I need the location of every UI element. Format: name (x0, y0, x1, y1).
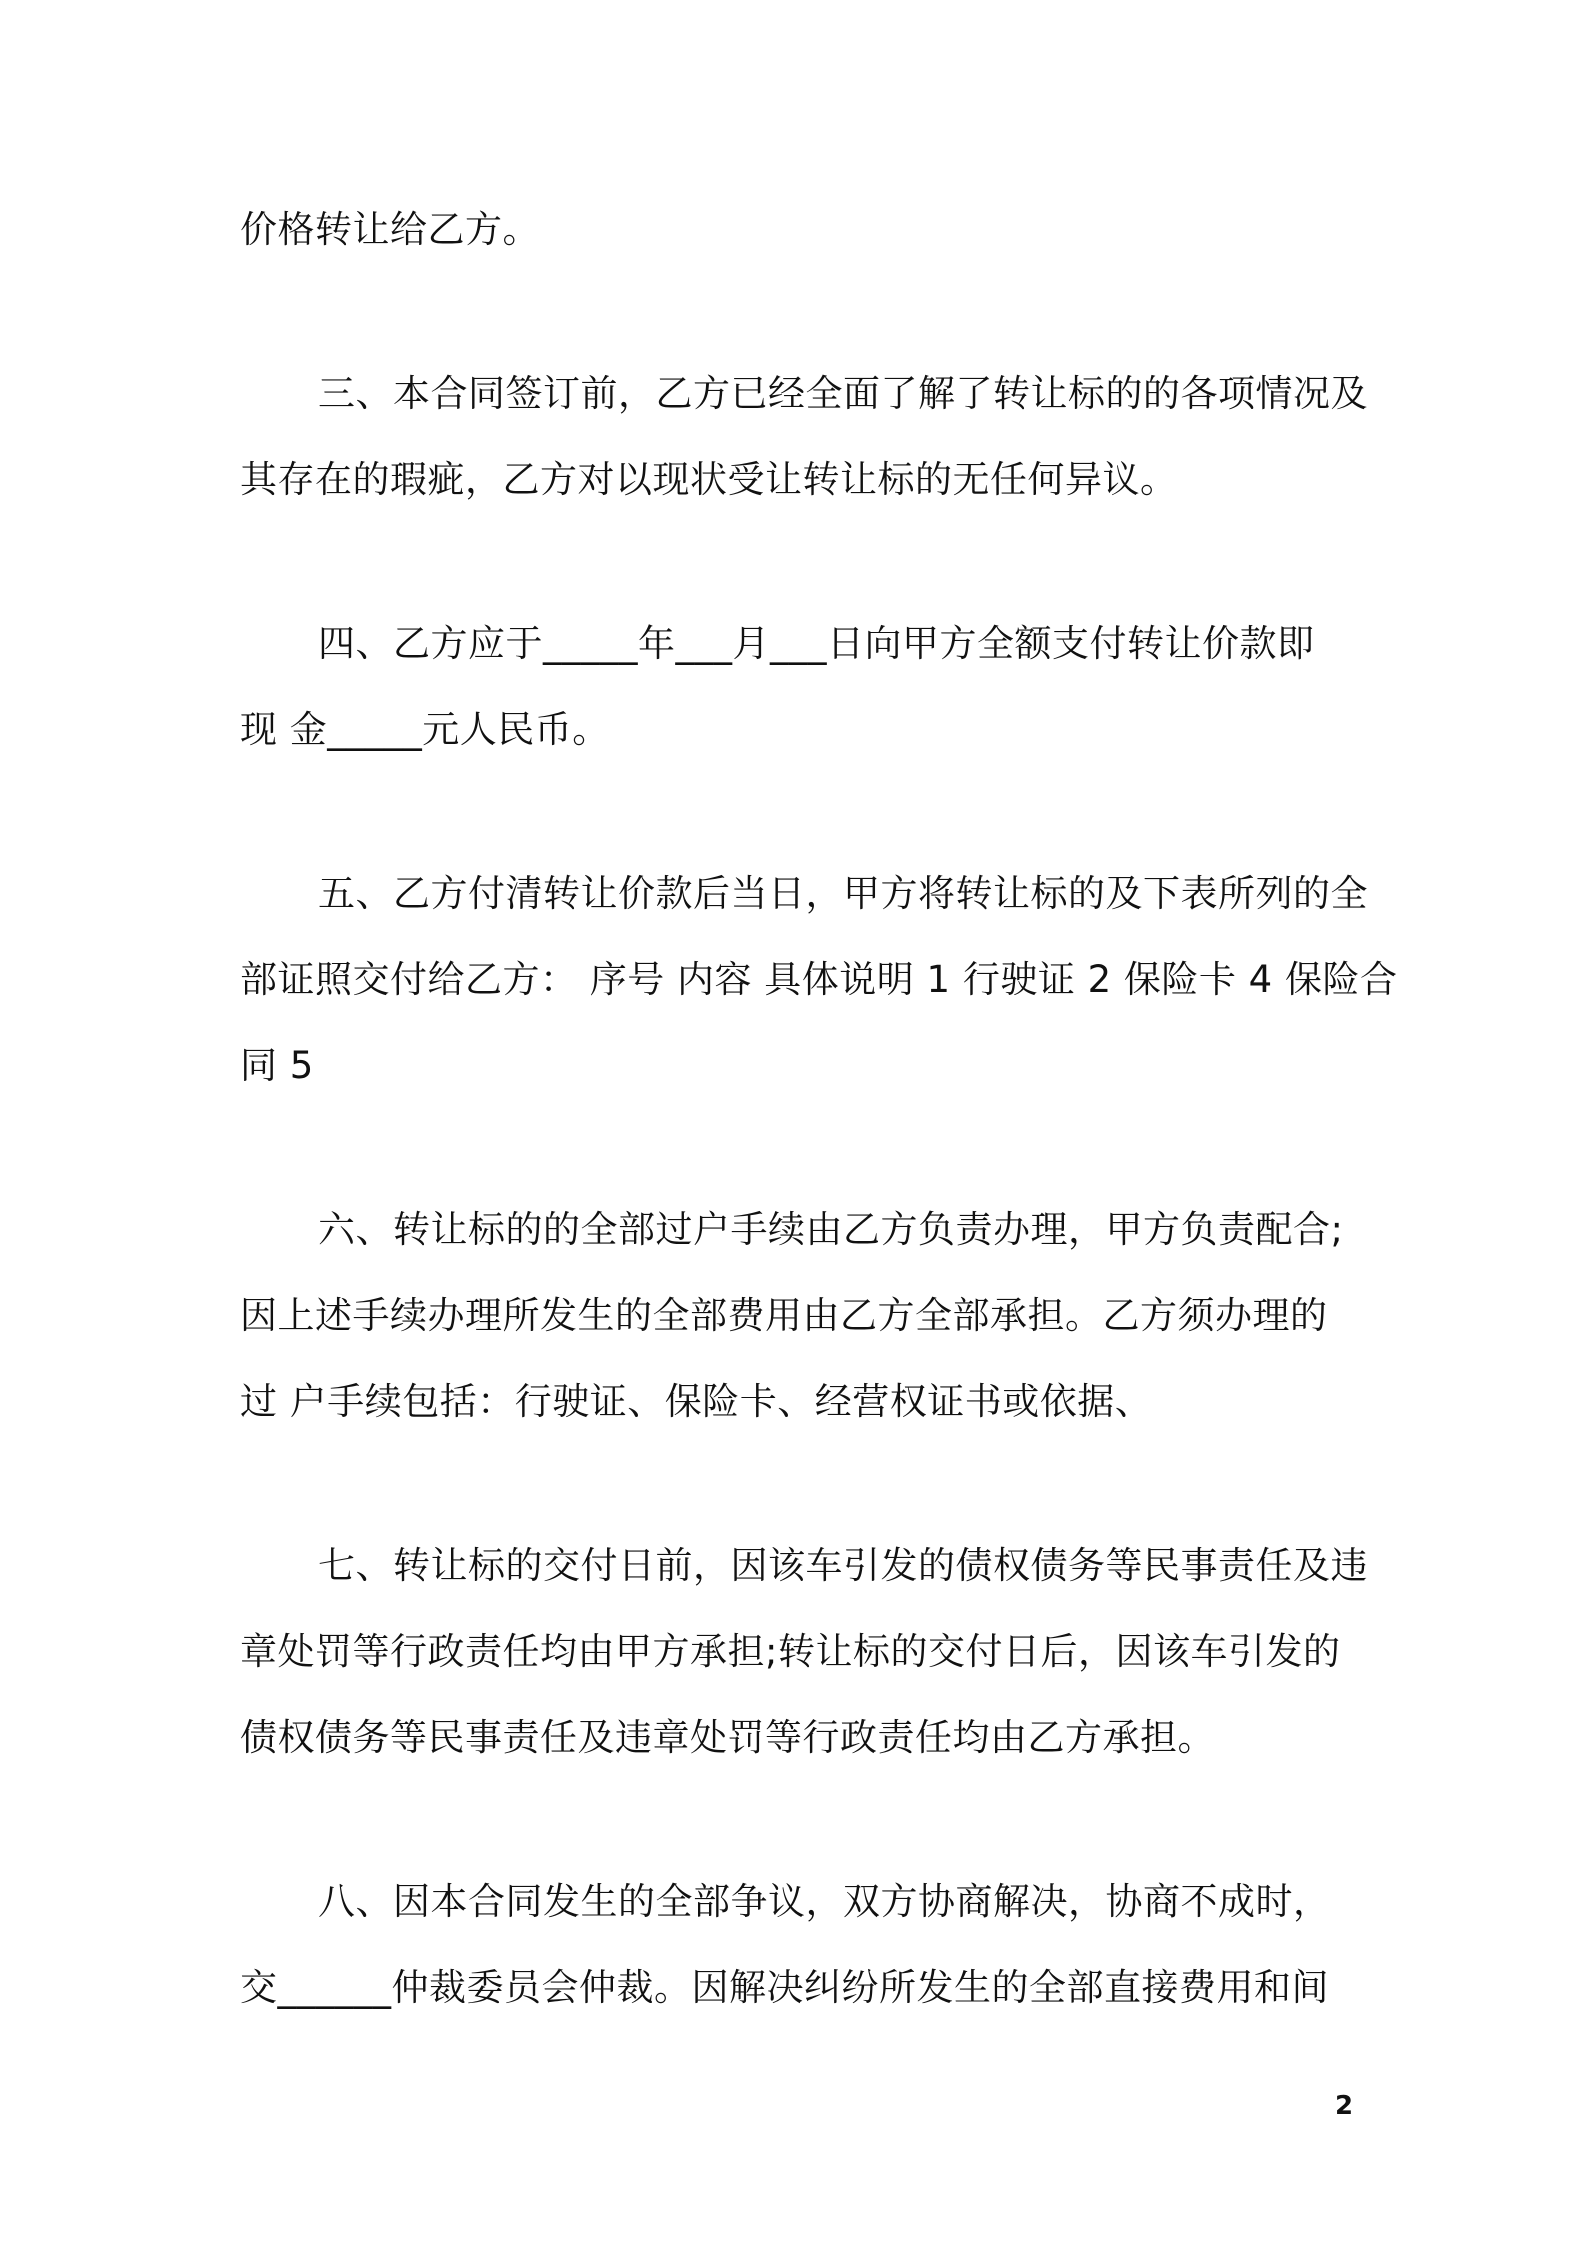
page-number: 2 (1335, 2091, 1354, 2121)
clause-6-line-2: 因上述手续办理所发生的全部费用由乙方全部承担。乙方须办理的 (240, 1294, 1328, 1337)
clause-7-line-2: 章处罚等行政责任均由甲方承担;转让标的交付日后，因该车引发的 (240, 1630, 1341, 1673)
clause-4-line-1: 四、乙方应于_____年___月___日向甲方全额支付转让价款即 (318, 622, 1315, 665)
clause-8-line-1: 八、因本合同发生的全部争议，双方协商解决，协商不成时， (318, 1880, 1331, 1923)
clause-7-line-3: 债权债务等民事责任及违章处罚等行政责任均由乙方承担。 (240, 1716, 1215, 1759)
clause-5-line-3: 同 5 (240, 1044, 314, 1087)
clause-4-line-2: 现 金_____元人民币。 (240, 708, 610, 751)
paragraph-continuation-line-1: 价格转让给乙方。 (240, 208, 540, 251)
clause-8-line-2: 交______仲裁委员会仲裁。因解决纠纷所发生的全部直接费用和间 (240, 1966, 1329, 2009)
clause-3-line-2: 其存在的瑕疵，乙方对以现状受让转让标的无任何异议。 (240, 458, 1178, 501)
clause-7-line-1: 七、转让标的交付日前，因该车引发的债权债务等民事责任及违 (318, 1544, 1368, 1587)
clause-6-line-3: 过 户手续包括：行驶证、保险卡、经营权证书或依据、 (240, 1380, 1153, 1423)
clause-5-line-1: 五、乙方付清转让价款后当日，甲方将转让标的及下表所列的全 (318, 872, 1368, 915)
clause-6-line-1: 六、转让标的的全部过户手续由乙方负责办理，甲方负责配合; (318, 1208, 1344, 1251)
clause-3-line-1: 三、本合同签订前，乙方已经全面了解了转让标的的各项情况及 (318, 372, 1368, 415)
clause-5-line-2: 部证照交付给乙方： 序号 内容 具体说明 1 行驶证 2 保险卡 4 保险合 (240, 958, 1398, 1001)
